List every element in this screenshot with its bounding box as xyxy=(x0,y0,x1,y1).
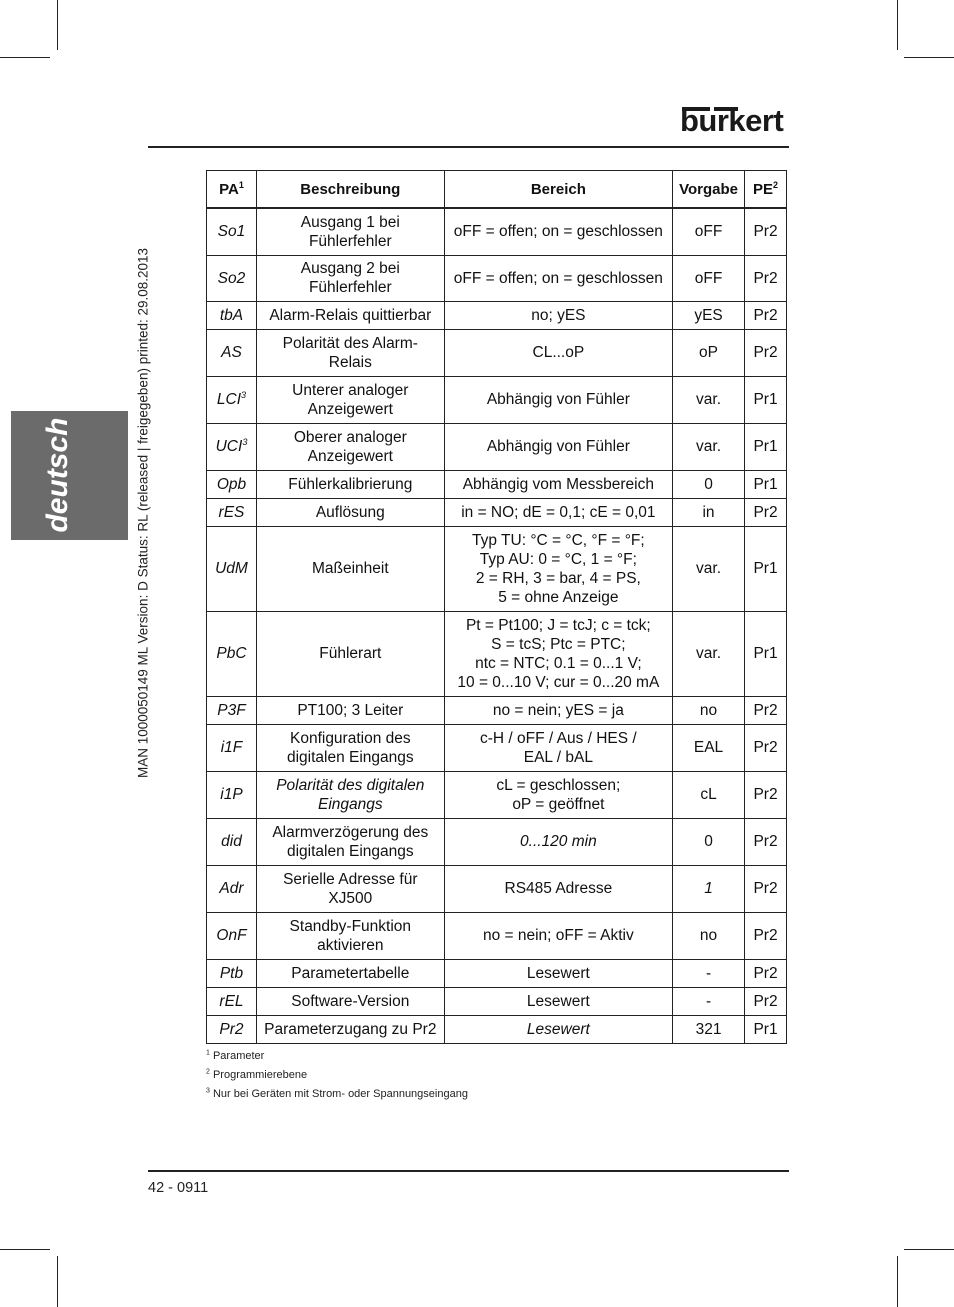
crop-mark xyxy=(57,0,58,50)
row-level: Pr1 xyxy=(745,611,787,696)
row-default: var. xyxy=(673,526,745,611)
row-range: no = nein; oFF = Aktiv xyxy=(444,912,672,959)
row-description: Auflösung xyxy=(256,498,444,526)
parameter-table xyxy=(206,170,787,1044)
row-description: Standby-Funktion aktivieren xyxy=(256,912,444,959)
table-row xyxy=(207,301,787,329)
row-default: - xyxy=(673,987,745,1015)
row-default: 1 xyxy=(673,865,745,912)
table-row xyxy=(207,208,787,255)
table-row xyxy=(207,498,787,526)
row-level: Pr2 xyxy=(745,498,787,526)
row-default: oP xyxy=(673,329,745,376)
table-row xyxy=(207,255,787,301)
row-default: var. xyxy=(673,376,745,423)
row-description: Maßeinheit xyxy=(256,526,444,611)
row-code: Adr xyxy=(207,865,257,912)
table-row xyxy=(207,329,787,376)
row-range: Lesewert xyxy=(444,1015,672,1043)
row-code: Opb xyxy=(207,470,257,498)
row-code: AS xyxy=(207,329,257,376)
row-default: yES xyxy=(673,301,745,329)
row-range: oFF = offen; on = geschlossen xyxy=(444,255,672,301)
row-default: no xyxy=(673,696,745,724)
crop-mark xyxy=(904,57,954,58)
footnote: $^3$ Nur bei Geräten mit Strom- oder Spannungseingang xyxy=(206,1087,468,1100)
row-default: no xyxy=(673,912,745,959)
row-level: Pr1 xyxy=(745,376,787,423)
row-range: oFF = offen; on = geschlossen xyxy=(444,208,672,255)
row-default: 0 xyxy=(673,470,745,498)
row-description: Ausgang 2 bei Fühlerfehler xyxy=(256,255,444,301)
row-range: Pt = Pt100; J = tcJ; c = tck; S = tcS; Ptc = PTC; ntc = NTC; 0.1 = 0...1 V; 10 = 0...10 V; cur = 0...20 mA xyxy=(444,611,672,696)
row-level: Pr2 xyxy=(745,724,787,771)
row-code: did xyxy=(207,818,257,865)
row-description: Parameterzugang zu Pr2 xyxy=(256,1015,444,1043)
row-description: Fühlerkalibrierung xyxy=(256,470,444,498)
row-code: So1 xyxy=(207,208,257,255)
footnote: $^2$ Programmierebene xyxy=(206,1068,308,1081)
row-code: So2 xyxy=(207,255,257,301)
header-pe: $PE^2$ xyxy=(745,171,787,209)
row-description: Serielle Adresse für XJ500 xyxy=(256,865,444,912)
table-header-row xyxy=(207,171,787,209)
row-level: Pr2 xyxy=(745,255,787,301)
row-code: PbC xyxy=(207,611,257,696)
row-code: Pr2 xyxy=(207,1015,257,1043)
row-range: in = NO; dE = 0,1; cE = 0,01 xyxy=(444,498,672,526)
row-default: in xyxy=(673,498,745,526)
row-range: cL = geschlossen; oP = geöffnet xyxy=(444,771,672,818)
row-description: Ausgang 1 bei Fühlerfehler xyxy=(256,208,444,255)
language-tab-label: deutsch xyxy=(41,417,74,533)
row-default: 321 xyxy=(673,1015,745,1043)
row-level: Pr2 xyxy=(745,912,787,959)
row-description: Fühlerart xyxy=(256,611,444,696)
row-description: Alarm-Relais quittierbar xyxy=(256,301,444,329)
row-description: Unterer analoger Anzeigewert xyxy=(256,376,444,423)
row-default: 0 xyxy=(673,818,745,865)
row-code: OnF xyxy=(207,912,257,959)
crop-mark xyxy=(0,57,50,58)
table-row xyxy=(207,865,787,912)
row-range: c-H / oFF / Aus / HES / EAL / bAL xyxy=(444,724,672,771)
crop-mark xyxy=(0,1249,50,1250)
table-row xyxy=(207,611,787,696)
row-level: Pr2 xyxy=(745,959,787,987)
logo-text: burkert xyxy=(680,103,784,138)
row-default: var. xyxy=(673,611,745,696)
row-description: Polarität des Alarm- Relais xyxy=(256,329,444,376)
row-code: P3F xyxy=(207,696,257,724)
row-level: Pr2 xyxy=(745,987,787,1015)
row-level: Pr2 xyxy=(745,208,787,255)
row-range: no = nein; yES = ja xyxy=(444,696,672,724)
row-level: Pr1 xyxy=(745,1015,787,1043)
burkert-logo xyxy=(680,103,790,139)
table-row xyxy=(207,818,787,865)
row-range: Lesewert xyxy=(444,987,672,1015)
row-level: Pr2 xyxy=(745,865,787,912)
table-row xyxy=(207,987,787,1015)
table-row xyxy=(207,696,787,724)
table-row xyxy=(207,912,787,959)
table-row xyxy=(207,959,787,987)
table-row xyxy=(207,526,787,611)
row-description: Konfiguration des digitalen Eingangs xyxy=(256,724,444,771)
table-row xyxy=(207,1015,787,1043)
row-code: i1P xyxy=(207,771,257,818)
crop-mark xyxy=(904,1249,954,1250)
header-vorgabe: Vorgabe xyxy=(673,171,745,209)
row-default: - xyxy=(673,959,745,987)
row-default: oFF xyxy=(673,208,745,255)
row-description: Alarmverzögerung des digitalen Eingangs xyxy=(256,818,444,865)
row-default: var. xyxy=(673,423,745,470)
row-range: 0...120 min xyxy=(444,818,672,865)
row-code: tbA xyxy=(207,301,257,329)
row-description: PT100; 3 Leiter xyxy=(256,696,444,724)
header-beschreibung: Beschreibung xyxy=(256,171,444,209)
header-rule xyxy=(148,146,789,148)
row-level: Pr2 xyxy=(745,818,787,865)
row-range: Typ TU: °C = °C, °F = °F; Typ AU: 0 = °C, 1 = °F; 2 = RH, 3 = bar, 4 = PS, 5 = ohne Anzeige xyxy=(444,526,672,611)
crop-mark xyxy=(897,1256,898,1307)
row-range: Abhängig vom Messbereich xyxy=(444,470,672,498)
table-body xyxy=(207,208,787,1043)
row-range: Abhängig von Fühler xyxy=(444,376,672,423)
row-range: CL...oP xyxy=(444,329,672,376)
row-code: i1F xyxy=(207,724,257,771)
row-range: Abhängig von Fühler xyxy=(444,423,672,470)
row-level: Pr1 xyxy=(745,526,787,611)
footer-rule xyxy=(148,1170,789,1172)
footnote: $^1$ Parameter xyxy=(206,1049,265,1062)
crop-mark xyxy=(57,1256,58,1307)
row-code: UdM xyxy=(207,526,257,611)
row-level: Pr2 xyxy=(745,696,787,724)
row-code: rES xyxy=(207,498,257,526)
row-default: EAL xyxy=(673,724,745,771)
row-range: no; yES xyxy=(444,301,672,329)
row-range: Lesewert xyxy=(444,959,672,987)
row-level: Pr1 xyxy=(745,423,787,470)
row-code: UCI$^3$ xyxy=(207,423,257,470)
row-default: cL xyxy=(673,771,745,818)
header-bereich: Bereich xyxy=(444,171,672,209)
row-default: oFF xyxy=(673,255,745,301)
row-range: RS485 Adresse xyxy=(444,865,672,912)
row-code: Ptb xyxy=(207,959,257,987)
page-number: 42 - 0911 xyxy=(148,1180,209,1196)
table-row xyxy=(207,470,787,498)
table-row xyxy=(207,724,787,771)
row-description: Oberer analoger Anzeigewert xyxy=(256,423,444,470)
table-row xyxy=(207,376,787,423)
row-code: LCI$^3$ xyxy=(207,376,257,423)
header-pa: $PA^1$ xyxy=(207,171,257,209)
row-code: rEL xyxy=(207,987,257,1015)
row-description: Parametertabelle xyxy=(256,959,444,987)
row-description: Software-Version xyxy=(256,987,444,1015)
row-level: Pr1 xyxy=(745,470,787,498)
row-level: Pr2 xyxy=(745,771,787,818)
row-level: Pr2 xyxy=(745,329,787,376)
document-meta: MAN 1000050149 ML Version: D Status: RL (released | freigegeben) printed: 29.08.2013 xyxy=(135,247,151,779)
row-level: Pr2 xyxy=(745,301,787,329)
table-row xyxy=(207,771,787,818)
crop-mark xyxy=(897,0,898,50)
row-description: Polarität des digitalen Eingangs xyxy=(256,771,444,818)
table-row xyxy=(207,423,787,470)
